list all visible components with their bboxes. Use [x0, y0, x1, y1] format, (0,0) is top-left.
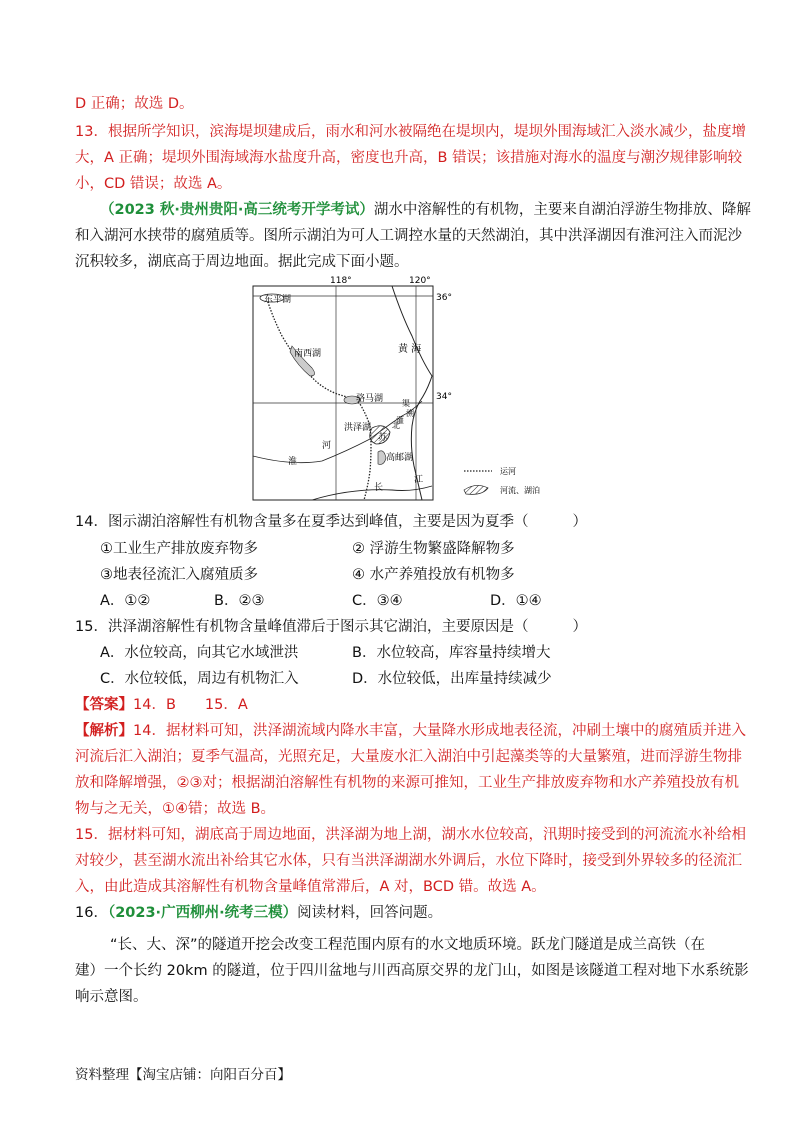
lon-label: 118°	[330, 276, 352, 286]
map-label: 南西湖	[294, 349, 322, 359]
analysis-line: 15．据材料可知，湖底高于周边地面，洪泽湖为地上湖，湖水水位较高，汛期时接受到的河流流水补给相	[75, 827, 746, 843]
map-label: 洪泽湖	[344, 423, 372, 433]
material-line: 沉积较多，湖底高于周边地面。据此完成下面小题。	[75, 254, 409, 270]
material-text: 湖水中溶解性的有机物，主要来自湖泊浮游生物排放、降解	[373, 202, 751, 218]
map-label: 溯	[406, 409, 414, 418]
q15-option-c: C．水位较低，周边有机物汇入	[100, 671, 299, 687]
lon-label: 120°	[409, 276, 431, 286]
map-label: 淮	[288, 457, 298, 467]
footer-text: 资料整理【淘宝店铺：向阳百分百】	[75, 1067, 291, 1083]
map-label: 渠	[402, 399, 410, 408]
map-label: 苏	[378, 433, 388, 443]
answer-label: 【答案】	[75, 697, 133, 713]
map-label: 黄 海	[398, 344, 422, 355]
question-15-stem: 15．洪泽湖溶解性有机物含量峰值滞后于图示其它湖泊，主要原因是（ ）	[75, 619, 587, 635]
analysis-label: 【解析】	[75, 723, 133, 739]
legend-label: 河流、湖泊	[500, 486, 540, 495]
analysis-line: 【解析】14．据材料可知，洪泽湖流域内降水丰富，大量降水形成地表径流，冲刷土壤中的腐殖质并进入	[75, 723, 746, 739]
material-line: “长、大、深”的隧道开挖会改变工程范围内原有的水文地质环境。跃龙门隧道是成兰高铁（在	[110, 937, 706, 953]
q14-statement: ①工业生产排放废弃物多	[100, 541, 258, 557]
question-14-stem: 14．图示湖泊溶解性有机物含量多在夏季达到峰值，主要是因为夏季（ ）	[75, 514, 587, 530]
lat-label: 36°	[436, 293, 452, 303]
map-label: 江	[414, 475, 424, 485]
answer-text: 14．B 15．A	[133, 697, 248, 713]
map-label: 长	[374, 483, 384, 493]
source-tag: （2023·广西柳州·统考三模）	[107, 905, 298, 921]
q14-statement: ④ 水产养殖投放有机物多	[352, 567, 515, 583]
q14-option-c: C．③④	[352, 593, 403, 609]
answer-line	[75, 695, 248, 715]
lat-label: 34°	[436, 392, 452, 402]
analysis-line: D 正确；故选 D。	[75, 96, 194, 112]
material-line: 建）一个长约 20km 的隧道，位于四川盆地与川西高原交界的龙门山，如图是该隧道工程对地下水系统影	[75, 963, 749, 979]
map-label: 东平湖	[264, 295, 292, 305]
material-line	[100, 200, 751, 220]
source-tag: （2023 秋·贵州贵阳·高三统考开学考试）	[100, 202, 374, 218]
map-label: 北	[392, 421, 400, 430]
analysis-line: 大，A 正确；堤坝外围海域海水盐度升高，密度也升高，B 错误；该措施对海水的温度与潮汐规律影响较	[75, 150, 743, 166]
q15-option-b: B．水位较高，库容量持续增大	[352, 645, 551, 661]
q15-option-a: A．水位较高，向其它水域泄洪	[100, 645, 299, 661]
question-16-header: 16．（2023·广西柳州·统考三模）阅读材料，回答问题。	[75, 905, 443, 921]
legend-label: 运河	[500, 467, 516, 476]
q14-statement: ② 浮游生物繁盛降解物多	[352, 541, 515, 557]
map-label: 高邮湖	[386, 453, 414, 463]
analysis-line: 对较少，甚至湖水流出补给其它水体，只有当洪泽湖湖水外调后，水位下降时，接受到外界较多的径流汇	[75, 853, 742, 869]
material-line: 响示意图。	[75, 989, 148, 1005]
analysis-line: 放和降解增强，②③对；根据湖泊溶解性有机物的来源可推知，工业生产排放废弃物和水产养殖投放有机	[75, 775, 739, 791]
analysis-line: 小，CD 错误；故选 A。	[75, 176, 232, 192]
q14-option-d: D．①④	[490, 593, 542, 609]
analysis-line: 河流后汇入湖泊；夏季气温高，光照充足，大量废水汇入湖泊中引起藻类等的大量繁殖，进而浮游生物排	[75, 749, 742, 765]
q14-option-b: B．②③	[214, 593, 265, 609]
q14-statement: ③地表径流汇入腐殖质多	[100, 567, 258, 583]
map-label: 骆马湖	[356, 394, 384, 404]
map-label: 河	[322, 441, 332, 451]
analysis-line: 13．根据所学知识，滨海堤坝建成后，雨水和河水被隔绝在堤坝内，堤坝外围海域汇入淡水减少，盐度增	[75, 124, 746, 140]
material-line: 和入湖河水挟带的腐殖质等。图所示湖泊为可人工调控水量的天然湖泊，其中洪泽湖因有淮河注入而泥沙	[75, 228, 742, 244]
q14-option-a: A．①②	[100, 593, 151, 609]
map-label: 灌	[396, 416, 404, 425]
q15-option-d: D．水位较低，出库量持续减少	[352, 671, 552, 687]
lake-map	[252, 276, 552, 501]
analysis-line: 入，由此造成其溶解性有机物含量峰值常滞后，A 对，BCD 错。故选 A。	[75, 879, 546, 895]
analysis-line: 物与之无关，①④错；故选 B。	[75, 801, 276, 817]
